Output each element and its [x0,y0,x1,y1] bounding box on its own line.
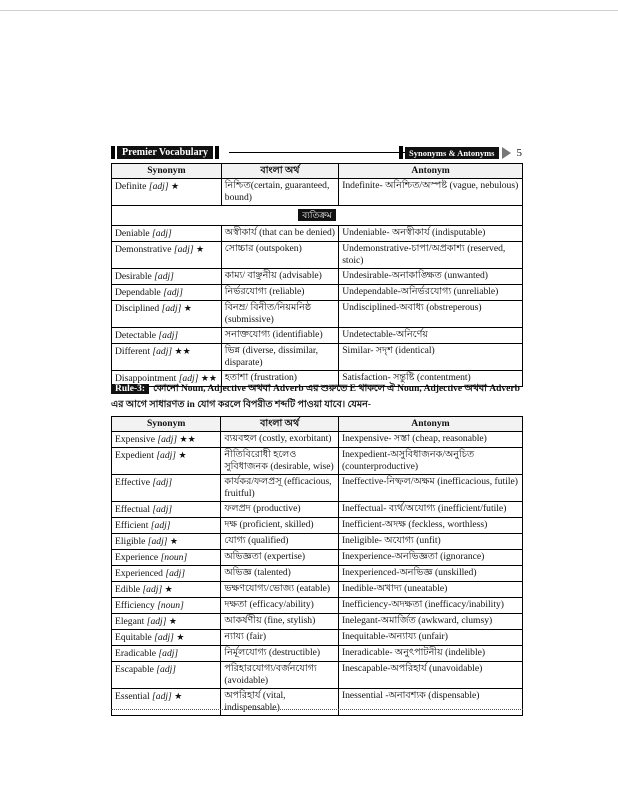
meaning-cell: অস্বীকার্য (that can be denied) [221,226,338,242]
meaning-cell: সোচ্চার (outspoken) [221,242,338,269]
rule-label: Rule-3: [111,384,149,394]
antonym-cell: Inefficient-অদক্ষ (feckless, worthless) [338,518,522,534]
header-right-title: Synonyms & Antonyms [405,147,499,159]
antonym-cell: Satisfaction- সন্তুষ্টি (contentment) [339,371,523,387]
header-bars-icon [399,146,403,159]
synonym-word: Detectable [115,330,157,341]
table-row [112,646,523,662]
meaning-cell: ভিন্ন (diverse, dissimilar, disparate) [221,344,338,371]
part-of-speech: [adj] [173,244,194,255]
synonym-word: Essential [115,691,150,702]
star-rating: ★ [168,616,177,626]
meaning-cell: কার্যকর/ফলপ্রসূ (efficacious, fruitful) [221,475,339,502]
synonym-cell [112,179,222,206]
antonym-cell: Inequitable-অন্যায্য (unfair) [338,630,522,646]
synonym-cell [112,269,222,285]
synonym-word: Elegant [115,616,145,627]
synonym-cell [112,448,221,475]
header-left-title: Premier Vocabulary [117,146,213,159]
synonym-word: Expensive [115,434,155,445]
meaning-cell: ন্যায্য (fair) [221,630,339,646]
synonym-word: Eligible [115,536,146,547]
table-row [112,502,523,518]
triangle-icon [502,147,511,159]
part-of-speech: [adj] [156,450,177,461]
synonym-cell [112,432,221,448]
part-of-speech: [adj] [178,373,199,384]
synonym-cell [112,534,221,550]
section-row [112,206,523,226]
part-of-speech: [adj] [158,330,179,341]
table-row [112,448,523,475]
star-rating: ★ [178,450,187,460]
antonym-cell: Undetectable-অনির্ণেয় [339,328,523,344]
star-rating: ★ [164,584,173,594]
table-row [112,301,523,328]
part-of-speech: [adj] [154,632,174,643]
synonym-word: Definite [115,181,147,192]
synonym-word: Desirable [115,271,152,282]
antonym-cell: Indefinite- অনিশ্চিত/অস্পষ্ট (vague, nebulous) [339,179,523,206]
meaning-cell: ব্যয়বহুল (costly, exorbitant) [221,432,339,448]
antonym-cell: Inedible-অখাদ্য (uneatable) [338,582,522,598]
part-of-speech: [adj] [152,504,173,515]
synonym-cell [112,475,221,502]
part-of-speech: [noun] [157,600,184,611]
column-header: বাংলা অর্থ [221,164,338,179]
antonym-cell: Undesirable-অনাকাঙ্ক্ষিত (unwanted) [339,269,523,285]
bottom-dotted-rule [111,709,523,710]
meaning-cell: বিনম্র/ বিনীত/নিয়মনিষ্ঠ (submissive) [221,301,338,328]
synonym-word: Different [115,346,150,357]
star-rating: ★ [174,691,183,701]
meaning-cell: ফলপ্রদ (productive) [221,502,339,518]
vocabulary-table-1 [111,163,523,387]
star-rating: ★★ [174,346,191,356]
antonym-cell: Ineffectual- ব্যর্থ/অযোগ্য (inefficient/futile) [338,502,522,518]
antonym-cell: Undemonstrative-চাপা/অপ্রকাশ্য (reserved, stoic) [339,242,523,269]
table-row [112,582,523,598]
synonym-word: Expedient [115,450,154,461]
part-of-speech: [adj] [161,303,182,314]
synonym-word: Disciplined [115,303,160,314]
antonym-cell: Ineradicable- অনুৎপাটনীয় (indelible) [338,646,522,662]
table-header-row [112,417,523,432]
table-row [112,179,523,206]
antonym-cell: Inefficiency-অদক্ষতা (inefficacy/inability) [338,598,522,614]
part-of-speech: [adj] [147,536,168,547]
table-row [112,662,523,689]
synonym-word: Eradicable [115,648,157,659]
meaning-cell: দক্ষ (proficient, skilled) [221,518,339,534]
part-of-speech: [adj] [152,477,173,488]
meaning-cell: যোগ্য (qualified) [221,534,339,550]
star-rating: ★ [183,303,192,313]
synonym-word: Efficient [115,520,149,531]
part-of-speech: [adj] [152,228,172,239]
synonym-word: Experienced [115,568,163,579]
part-of-speech: [adj] [150,520,171,531]
synonym-cell [112,566,221,582]
header-left [111,146,221,159]
column-header: বাংলা অর্থ [221,417,339,432]
synonym-word: Edible [115,584,141,595]
section-cell [112,206,523,226]
meaning-cell: ভক্ষণযোগ্য/ভোজ্য (eatable) [221,582,339,598]
header-bars-icon [215,146,219,159]
meaning-cell: পরিহারযোগ্য/বর্জনযোগ্য (avoidable) [221,662,339,689]
star-rating: ★★ [179,434,196,444]
synonym-word: Effective [115,477,150,488]
antonym-cell: Inexperience-অনভিজ্ঞতা (ignorance) [338,550,522,566]
header-right [399,146,522,159]
synonym-word: Deniable [115,228,150,239]
rule-3-paragraph [111,381,531,413]
table-row [112,344,523,371]
part-of-speech: [adj] [163,287,183,298]
table-row [112,518,523,534]
antonym-cell: Ineffective-নিষ্ফল/অক্ষম (inefficacious, futile) [338,475,522,502]
star-rating: ★★ [200,373,217,383]
rule-text: কোনো Noun, Adjective অথবা Adverb এর শুরুতে E থাকলে ঐ Noun, Adjective অথবা Adverb এর আগে সাধারণত in যোগ করলে বিপরীত শব্দটি পাওয়া যাবে। যেমন- [111,384,520,410]
star-rating: ★ [170,181,180,191]
table-row [112,328,523,344]
synonym-word: Escapable [115,664,154,675]
column-header: Antonym [339,164,523,179]
table-row [112,598,523,614]
synonym-cell [112,226,222,242]
antonym-cell: Undisciplined-অবাধ্য (obstreperous) [339,301,523,328]
synonym-cell [112,502,221,518]
part-of-speech: [adj] [142,584,163,595]
part-of-speech: [adj] [148,181,169,192]
antonym-cell: Undependable-অনির্ভরযোগ্য (unreliable) [339,285,523,301]
part-of-speech: [adj] [152,691,172,702]
table-row [112,475,523,502]
synonym-word: Demonstrative [115,244,172,255]
table-row [112,630,523,646]
meaning-cell: নিশ্চিত(certain, guaranteed, bound) [221,179,338,206]
antonym-cell: Inexpensive- সস্তা (cheap, reasonable) [338,432,522,448]
antonym-cell: Undeniable- অনস্বীকার্য (indisputable) [339,226,523,242]
meaning-cell: হতাশা (frustration) [221,371,338,387]
synonym-cell [112,518,221,534]
star-rating: ★ [196,244,205,254]
antonym-cell: Inescapable-অপরিহার্য (unavoidable) [338,662,522,689]
synonym-word: Dependable [115,287,161,298]
column-header: Synonym [112,417,221,432]
part-of-speech: [adj] [165,568,186,579]
synonym-cell [112,662,221,689]
antonym-cell: Similar- সদৃশ (identical) [339,344,523,371]
table-row [112,242,523,269]
meaning-cell: সনাক্তযোগ্য (identifiable) [221,328,338,344]
page-number: 5 [516,146,522,159]
header-bars-icon [111,146,115,159]
part-of-speech: [adj] [146,616,167,627]
column-header: Antonym [338,417,522,432]
synonym-cell [112,646,221,662]
meaning-cell: অভিজ্ঞতা (expertise) [221,550,339,566]
top-rule [0,10,618,11]
synonym-cell [112,242,222,269]
star-rating: ★ [169,536,178,546]
table-row [112,566,523,582]
column-header: Synonym [112,164,222,179]
meaning-cell: অভিজ্ঞ (talented) [221,566,339,582]
synonym-cell [112,614,221,630]
table-row [112,269,523,285]
part-of-speech: [adj] [158,648,179,659]
synonym-cell [112,285,222,301]
table-row [112,534,523,550]
synonym-cell [112,582,221,598]
synonym-word: Efficiency [115,600,155,611]
table-row [112,689,523,716]
meaning-cell: আকর্ষণীয় (fine, stylish) [221,614,339,630]
meaning-cell: অপরিহার্য (vital, indispensable) [221,689,339,716]
synonym-cell [112,550,221,566]
synonym-word: Experience [115,552,159,563]
synonym-cell [112,328,222,344]
synonym-cell [112,630,221,646]
part-of-speech: [adj] [157,434,178,445]
meaning-cell: দক্ষতা (efficacy/ability) [221,598,339,614]
vocabulary-table-2 [111,416,523,716]
table-row [112,614,523,630]
synonym-word: Equitable [115,632,152,643]
table-row [112,226,523,242]
part-of-speech: [adj] [154,271,174,282]
antonym-cell: Inelegant-অমার্জিত (awkward, clumsy) [338,614,522,630]
synonym-cell [112,598,221,614]
antonym-cell: Ineligible- অযোগ্য (unfit) [338,534,522,550]
meaning-cell: নির্ভরযোগ্য (reliable) [221,285,338,301]
synonym-cell [112,689,221,716]
part-of-speech: [adj] [152,346,173,357]
part-of-speech: [noun] [160,552,188,563]
table-header-row [112,164,523,179]
table-row [112,550,523,566]
part-of-speech: [adj] [156,664,177,675]
synonym-cell [112,344,222,371]
table-row [112,432,523,448]
synonym-word: Effectual [115,504,150,515]
antonym-cell: Inexperienced-অনভিজ্ঞ (unskilled) [338,566,522,582]
meaning-cell: নীতিবিরোধী হলেও সুবিধাজনক (desirable, wise) [221,448,339,475]
star-rating: ★ [176,632,185,642]
meaning-cell: কাম্য/ বাঞ্ছনীয় (advisable) [221,269,338,285]
table-row [112,285,523,301]
antonym-cell: Inessential -অনাবশ্যক (dispensable) [338,689,522,716]
synonym-word: Disappointment [115,373,177,384]
meaning-cell: নির্মূলযোগ্য (destructible) [221,646,339,662]
page-header [111,146,522,160]
synonym-cell [112,301,222,328]
antonym-cell: Inexpedient-অসুবিধাজনক/অনুচিত (counterproductive) [338,448,522,475]
section-label: ব্যতিক্রম [298,209,335,221]
